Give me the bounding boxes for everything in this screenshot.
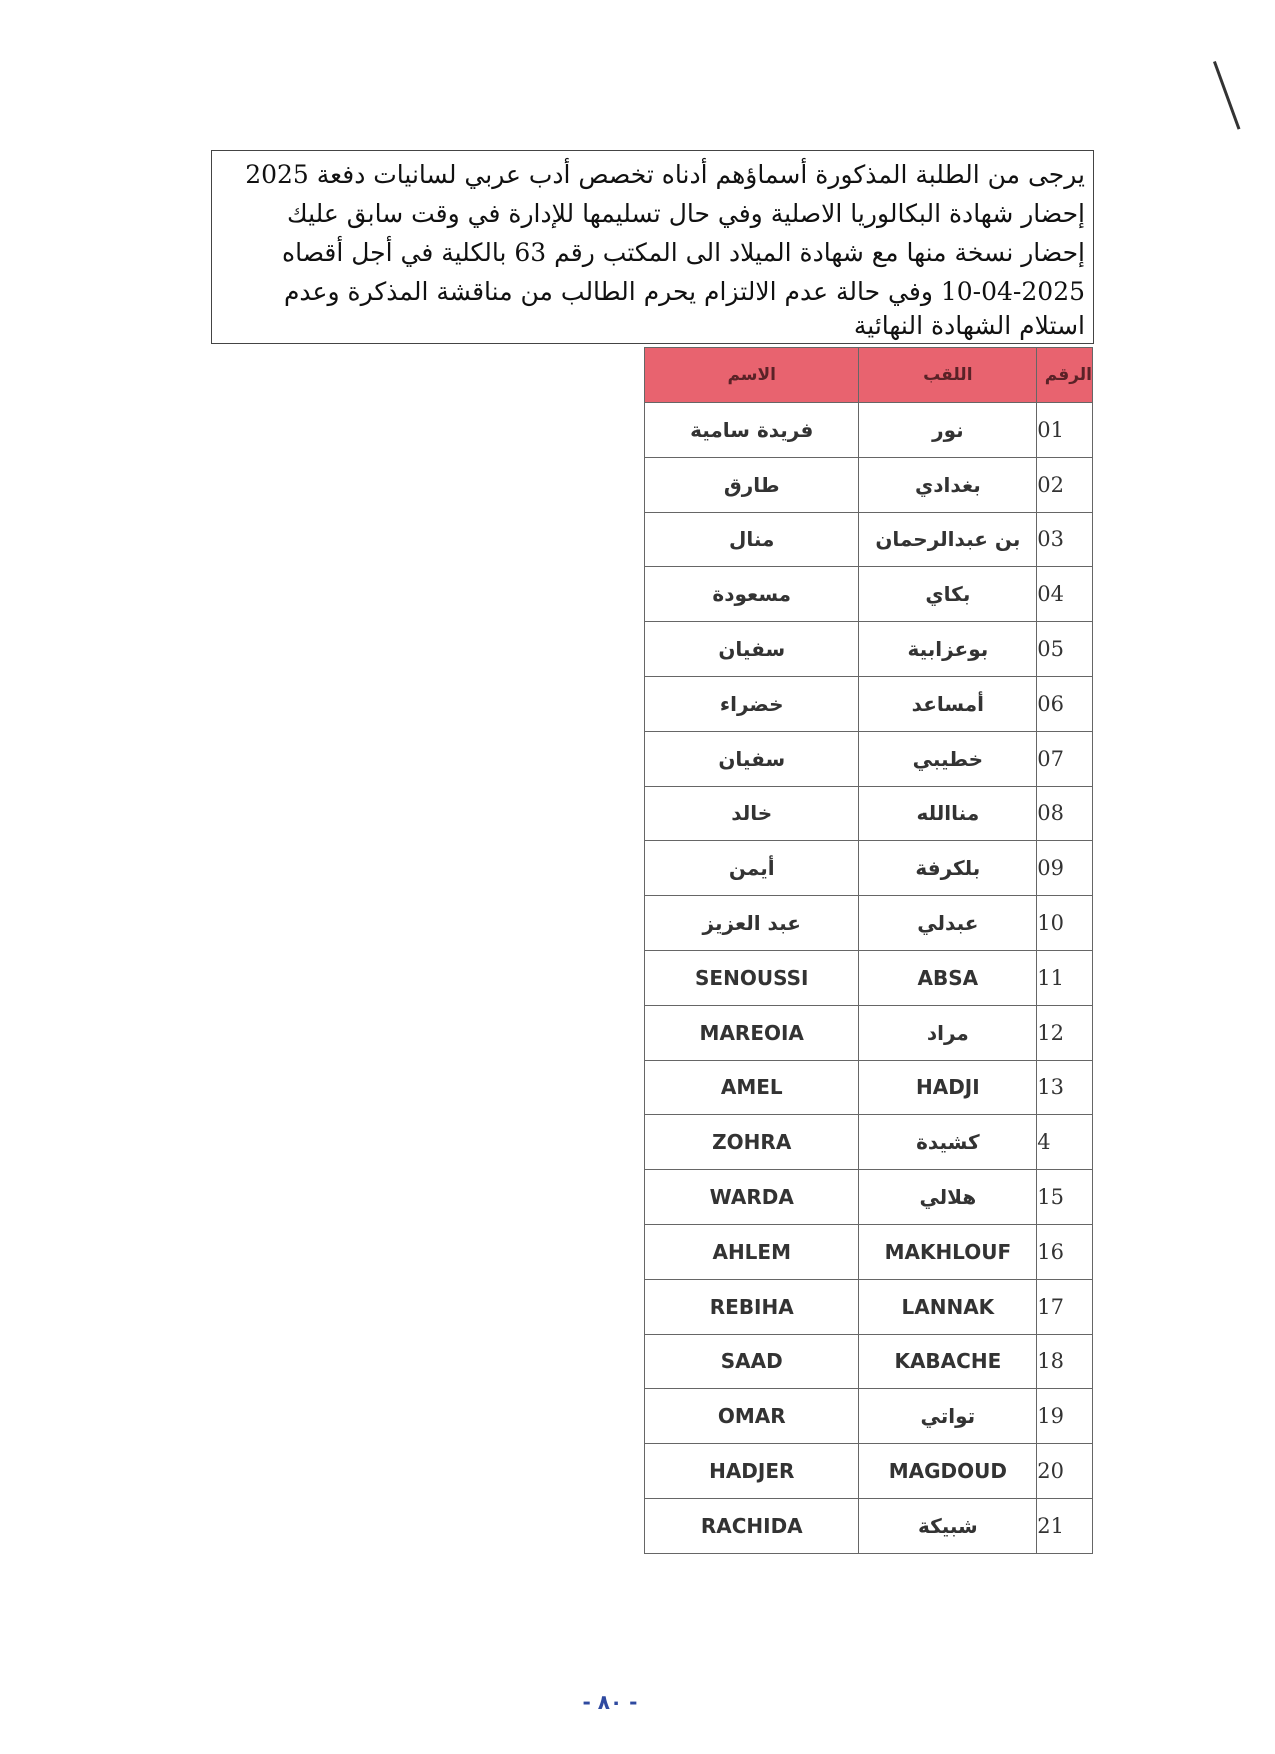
row-last-name: LANNAK [859,1279,1037,1334]
table-row [645,1498,1093,1553]
notice-line: يرجى من الطلبة المذكورة أسماؤهم أدناه تخصص أدب عربي لسانيات دفعة 2025 [245,160,1085,189]
table-row [645,567,1093,622]
notice-line: 10-04-2025 وفي حالة عدم الالتزام يحرم الطالب من مناقشة المذكرة وعدم [283,277,1085,306]
row-number: 01 [1037,403,1093,458]
row-last-name: خطيبي [859,731,1037,786]
header-last-name: اللقب [859,348,1037,403]
table-row [645,950,1093,1005]
row-number: 13 [1037,1060,1093,1115]
row-number: 11 [1037,950,1093,1005]
row-first-name: REBIHA [645,1279,859,1334]
row-first-name: سفيان [645,622,859,677]
row-first-name: SAAD [645,1334,859,1389]
row-number: 04 [1037,567,1093,622]
row-number: 07 [1037,731,1093,786]
row-number: 19 [1037,1389,1093,1444]
row-number: 05 [1037,622,1093,677]
row-first-name: HADJER [645,1444,859,1499]
table-row [645,731,1093,786]
row-last-name: MAGDOUD [859,1444,1037,1499]
row-number: 12 [1037,1005,1093,1060]
row-first-name: AMEL [645,1060,859,1115]
table-row [645,512,1093,567]
row-first-name: خضراء [645,676,859,731]
row-first-name: خالد [645,786,859,841]
row-first-name: WARDA [645,1170,859,1225]
page-number: - ٨٠ - [582,1690,638,1714]
row-first-name: سفيان [645,731,859,786]
row-first-name: منال [645,512,859,567]
row-last-name: عبدلي [859,896,1037,951]
row-first-name: ZOHRA [645,1115,859,1170]
row-last-name: نور [859,403,1037,458]
row-first-name: عبد العزيز [645,896,859,951]
students-table [644,347,1093,1554]
row-number: 09 [1037,841,1093,896]
row-last-name: KABACHE [859,1334,1037,1389]
row-last-name: مناالله [859,786,1037,841]
row-last-name: بكاي [859,567,1037,622]
table-row [645,786,1093,841]
table-row [645,1389,1093,1444]
notice-box [211,150,1094,344]
table-row [645,1005,1093,1060]
row-first-name: مسعودة [645,567,859,622]
header-number: الرقم [1037,348,1093,403]
row-first-name: طارق [645,457,859,512]
table-row [645,457,1093,512]
table-row [645,622,1093,677]
table-row [645,896,1093,951]
row-last-name: هلالي [859,1170,1037,1225]
row-number: 06 [1037,676,1093,731]
table-row [645,403,1093,458]
row-number: 18 [1037,1334,1093,1389]
row-first-name: RACHIDA [645,1498,859,1553]
row-first-name: AHLEM [645,1224,859,1279]
row-first-name: MAREOIA [645,1005,859,1060]
table-row [645,841,1093,896]
table-row [645,1170,1093,1225]
row-last-name: HADJI [859,1060,1037,1115]
notice-line: إحضار شهادة البكالوريا الاصلية وفي حال تسليمها للإدارة في وقت سابق عليك [287,199,1085,228]
table-row [645,1224,1093,1279]
row-number: 08 [1037,786,1093,841]
row-number: 02 [1037,457,1093,512]
table-header-row [645,348,1093,403]
row-last-name: مراد [859,1005,1037,1060]
table-row [645,1444,1093,1499]
row-last-name: أمساعد [859,676,1037,731]
row-last-name: تواتي [859,1389,1037,1444]
header-first-name: الاسم [645,348,859,403]
notice-line: استلام الشهادة النهائية [853,311,1085,340]
row-first-name: OMAR [645,1389,859,1444]
row-first-name: فريدة سامية [645,403,859,458]
row-first-name: SENOUSSI [645,950,859,1005]
row-number: 21 [1037,1498,1093,1553]
row-number: 20 [1037,1444,1093,1499]
table-row [645,1334,1093,1389]
row-number: 10 [1037,896,1093,951]
table-row [645,1279,1093,1334]
notice-line: إحضار نسخة منها مع شهادة الميلاد الى المكتب رقم 63 بالكلية في أجل أقصاه [281,238,1085,267]
row-number: 03 [1037,512,1093,567]
table-row [645,676,1093,731]
row-last-name: بلكرفة [859,841,1037,896]
row-last-name: شبيكة [859,1498,1037,1553]
row-first-name: أيمن [645,841,859,896]
row-number: 16 [1037,1224,1093,1279]
table-row [645,1115,1093,1170]
row-last-name: بغدادي [859,457,1037,512]
row-number: 15 [1037,1170,1093,1225]
pen-mark [1213,61,1240,130]
row-last-name: بن عبدالرحمان [859,512,1037,567]
row-last-name: بوعزابية [859,622,1037,677]
row-last-name: كشيدة [859,1115,1037,1170]
row-number: 17 [1037,1279,1093,1334]
row-number: 4 [1037,1115,1093,1170]
row-last-name: MAKHLOUF [859,1224,1037,1279]
row-last-name: ABSA [859,950,1037,1005]
table-row [645,1060,1093,1115]
